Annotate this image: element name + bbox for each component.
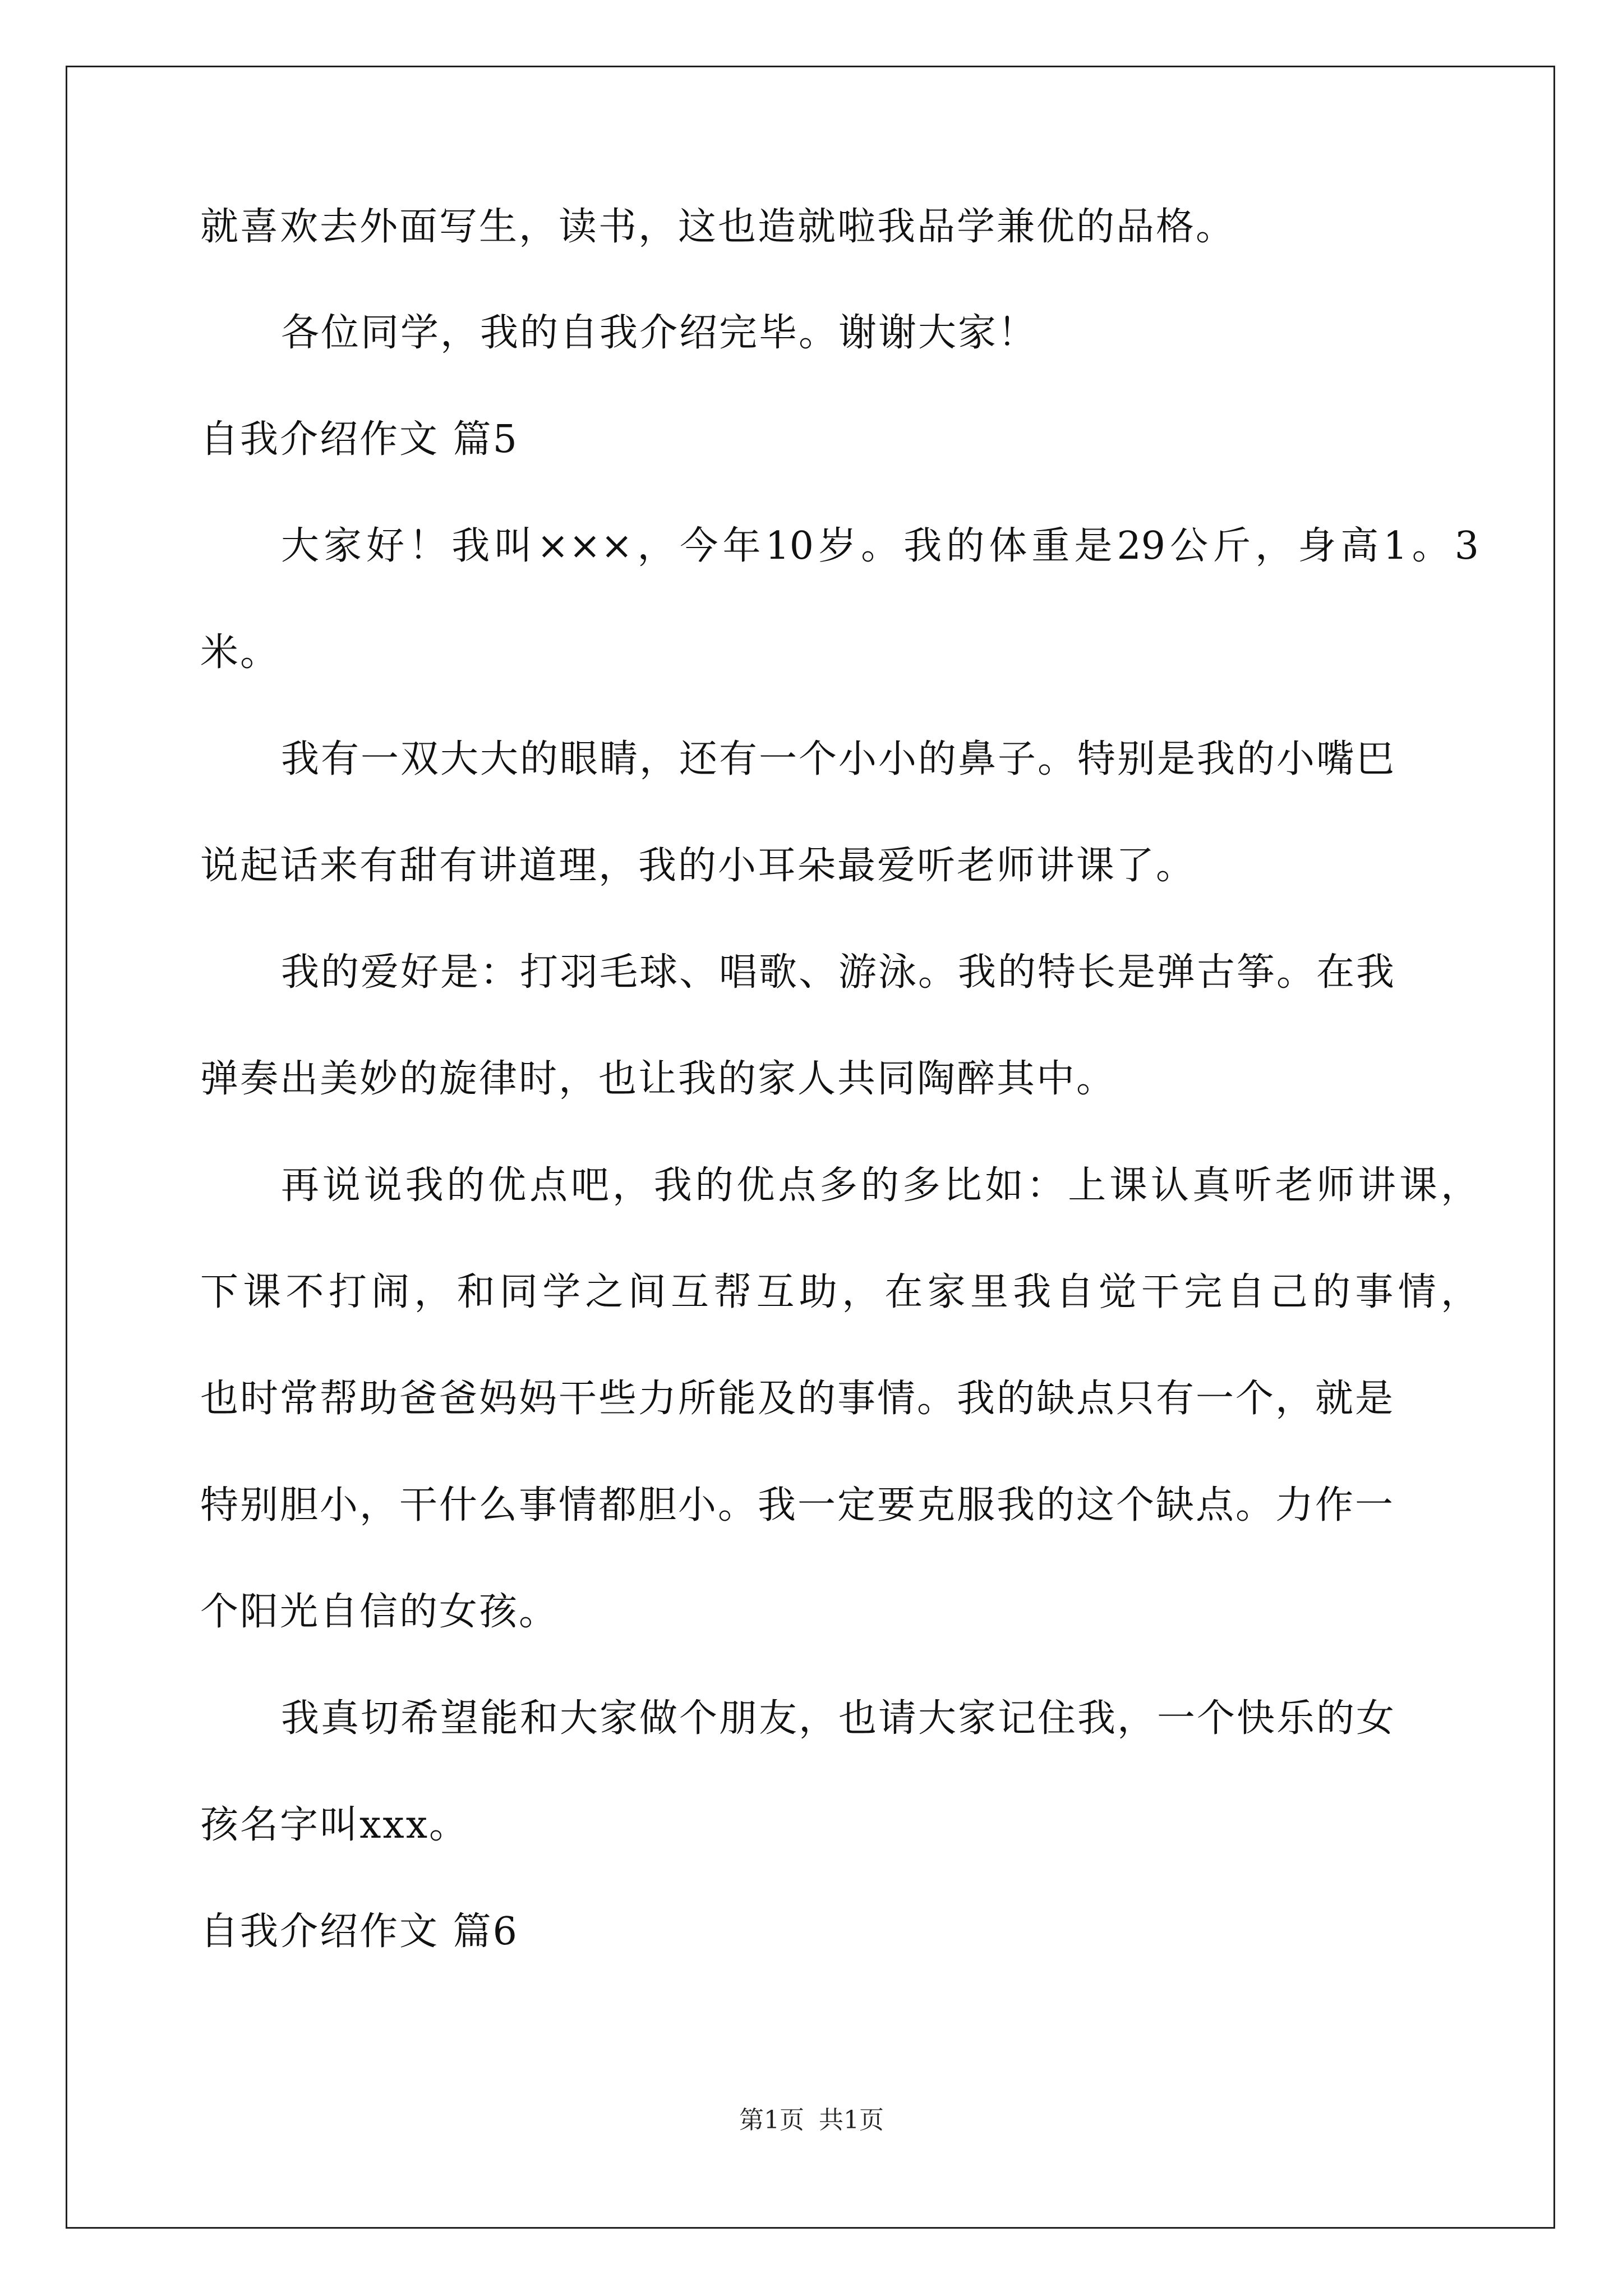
body-line: 也时常帮助爸爸妈妈干些力所能及的事情。我的缺点只有一个，就是 xyxy=(200,1377,1395,1421)
body-line: 大家好！我叫×××，今年10岁。我的体重是29公斤，身高1。3 xyxy=(281,524,1479,568)
body-line: 说起话来有甜有讲道理，我的小耳朵最爱听老师讲课了。 xyxy=(200,844,1196,888)
body-line: 孩名字叫xxx。 xyxy=(200,1803,469,1847)
page-total: 共1页 xyxy=(819,2106,884,2134)
body-line: 米。 xyxy=(200,631,280,675)
body-line: 再说说我的优点吧，我的优点多的多比如：上课认真听老师讲课， xyxy=(281,1163,1479,1208)
page-number: 第1页 xyxy=(739,2106,804,2134)
body-line: 我真切希望能和大家做个朋友，也请大家记住我，一个快乐的女 xyxy=(281,1696,1396,1741)
page-footer xyxy=(0,2105,1623,2136)
body-line: 我有一双大大的眼睛，还有一个小小的鼻子。特别是我的小嘴巴 xyxy=(281,737,1396,781)
body-line: 各位同学，我的自我介绍完毕。谢谢大家！ xyxy=(281,311,1038,355)
section-heading: 自我介绍作文 篇5 xyxy=(200,417,519,462)
body-line: 弹奏出美妙的旋律时，也让我的家人共同陶醉其中。 xyxy=(200,1057,1117,1101)
page-border xyxy=(66,66,1555,2229)
body-line: 下课不打闹，和同学之间互帮互助，在家里我自觉干完自己的事情， xyxy=(200,1270,1479,1314)
body-line: 特别胆小，干什么事情都胆小。我一定要克服我的这个缺点。力作一 xyxy=(200,1483,1395,1527)
body-line: 就喜欢去外面写生，读书，这也造就啦我品学兼优的品格。 xyxy=(200,205,1236,249)
section-heading: 自我介绍作文 篇6 xyxy=(200,1910,519,1954)
body-line: 个阳光自信的女孩。 xyxy=(200,1590,559,1634)
body-line: 我的爱好是：打羽毛球、唱歌、游泳。我的特长是弹古筝。在我 xyxy=(281,950,1396,995)
